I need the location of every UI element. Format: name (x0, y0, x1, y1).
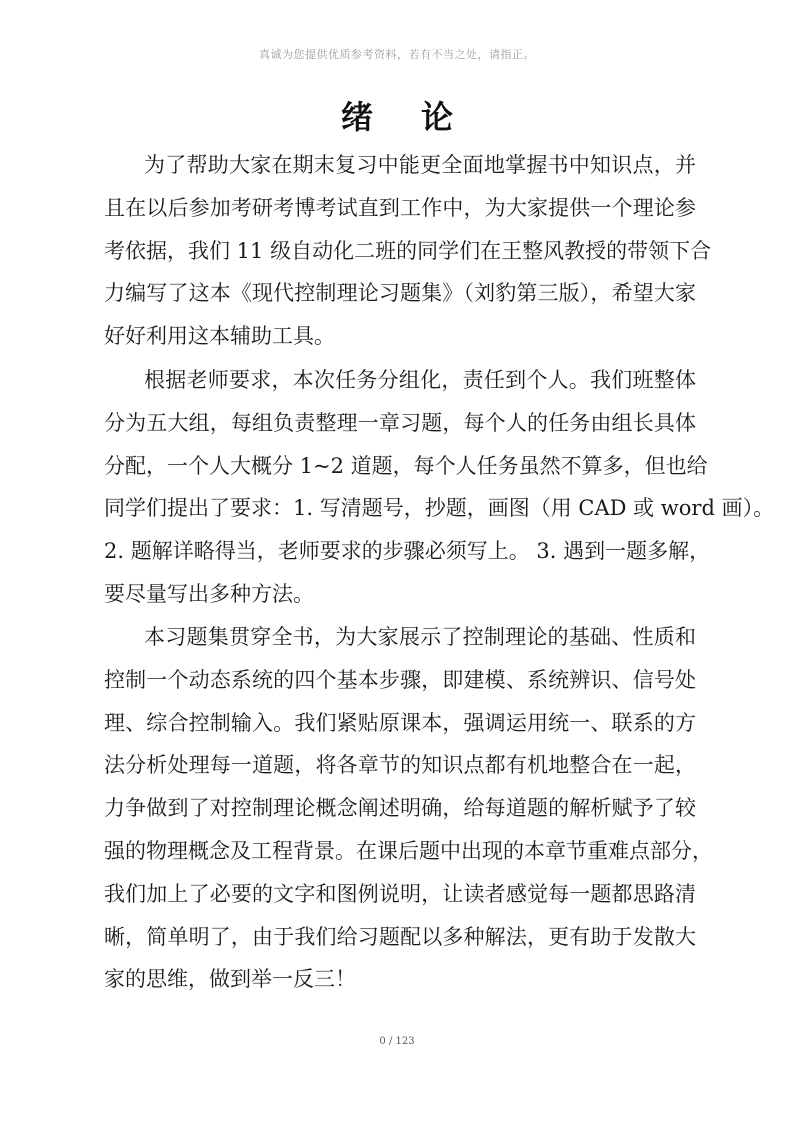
text-line: 理、综合控制输入。我们紧贴原课本，强调运用统一、联系的方 (104, 710, 696, 735)
text-line: 分配，一个人大概分 1~2 道题，每个人任务虽然不算多，但也给 (104, 453, 708, 478)
paragraph-1 (104, 144, 712, 358)
text-line: 力争做到了对控制理论概念阐述明确，给每道题的解析赋予了较 (104, 796, 696, 821)
text-line: 且在以后参加考研考博考试直到工作中，为大家提供一个理论参 (104, 195, 696, 220)
text-line: 晰，简单明了，由于我们给习题配以多种解法，更有助于发散大 (104, 924, 696, 949)
page-title: 绪论 (340, 98, 501, 136)
text-line: 控制一个动态系统的四个基本步骤，即建模、系统辨识、信号处 (104, 667, 696, 692)
text-line: 本习题集贯穿全书，为大家展示了控制理论的基础、性质和 (144, 625, 696, 649)
text-line: 同学们提出了要求：1. 写清题号，抄题，画图（用 CAD 或 word 画）。 (104, 496, 775, 521)
text-line: 家的思维，做到举一反三！ (104, 967, 356, 992)
text-line: 考依据，我们 11 级自动化二班的同学们在王整风教授的带领下合 (104, 238, 712, 263)
text-line: 根据老师要求，本次任务分组化，责任到个人。我们班整体 (144, 368, 696, 392)
text-line: 要尽量写出多种方法。 (104, 581, 314, 606)
text-line: 法分析处理每一道题，将各章节的知识点都有机地整合在一起， (104, 753, 696, 778)
text-line: 强的物理概念及工程背景。在课后题中出现的本章节重难点部分， (104, 838, 713, 863)
paragraph-3 (104, 616, 713, 1001)
text-line: 我们加上了必要的文字和图例说明，让读者感觉每一题都思路清 (104, 881, 696, 906)
paragraph-2 (104, 359, 775, 616)
text-line: 好好利用这本辅助工具。 (104, 324, 335, 349)
text-line: 分为五大组，每组负责整理一章习题，每个人的任务由组长具体 (104, 410, 696, 435)
text-line: 力编写了这本《现代控制理论习题集》（刘豹第三版），希望大家 (104, 281, 696, 306)
page-number: 0 / 123 (379, 1036, 415, 1047)
text-line: 为了帮助大家在期末复习中能更全面地掌握书中知识点，并 (144, 153, 696, 177)
watermark-text: 真诚为您提供优质参考资料，若有不当之处，请指正。 (259, 48, 535, 61)
text-line: 2. 题解详略得当，老师要求的步骤必须写上。 3. 遇到一题多解， (104, 539, 711, 564)
